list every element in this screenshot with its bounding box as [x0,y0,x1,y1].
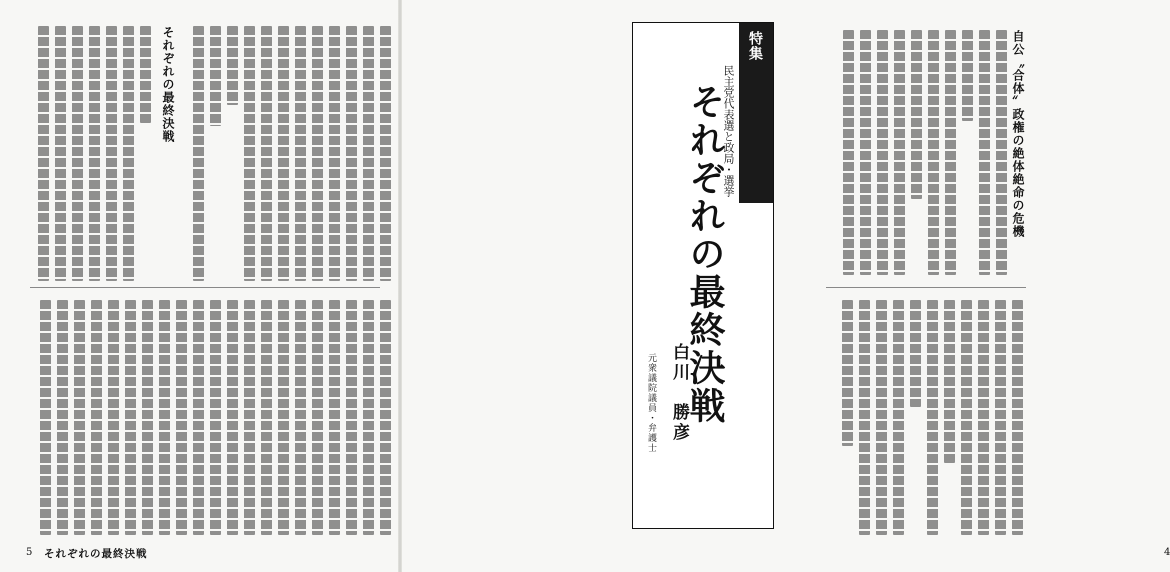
right-page-number: 4 [1164,547,1170,558]
text-line [944,300,955,463]
text-line [142,300,153,535]
author-title: 元衆議院議員・弁護士 [646,353,656,453]
text-line [261,300,272,535]
text-line [894,30,905,275]
text-line [55,26,66,281]
text-line [74,300,85,535]
author-name: 白川 勝彦 [669,343,689,443]
text-line [106,26,117,281]
text-line [346,26,357,281]
text-line [910,300,921,407]
section-heading-coalition-crisis: 自公〝合体〟政権の絶体絶命の危機 [1011,30,1025,238]
text-line [363,300,374,535]
text-line [244,300,255,535]
text-line [312,26,323,281]
text-line [193,26,204,281]
article-title-box [632,22,774,529]
text-line [979,30,990,275]
text-line [842,300,853,446]
text-line [860,30,871,275]
text-line [261,26,272,281]
text-line [859,300,870,535]
text-line [38,26,49,281]
left-page-number: 5 [26,547,33,558]
text-line [140,26,151,123]
running-head: それぞれの最終決戦 [44,548,148,560]
article-title: それぞれの最終決戦 [684,83,726,425]
text-line [295,26,306,281]
text-line [877,30,888,275]
text-line [227,300,238,535]
text-line [380,300,391,535]
text-line [843,30,854,275]
text-line [978,300,989,535]
text-line [312,300,323,535]
text-line [227,26,238,105]
text-line [244,26,255,281]
text-line [962,30,973,121]
text-line [945,30,956,275]
text-line [996,30,1007,275]
text-line [57,300,68,535]
text-line [380,26,391,281]
text-line [995,300,1006,535]
text-line [159,300,170,535]
text-line [961,300,972,535]
text-line [210,26,221,126]
text-line [911,30,922,199]
text-line [876,300,887,535]
text-line [278,26,289,281]
text-line [295,300,306,535]
text-line [346,300,357,535]
text-line [91,300,102,535]
text-line [363,26,374,281]
section-heading-final-battle: それぞれの最終決戦 [161,26,175,143]
text-line [329,26,340,281]
left-page-divider [30,287,380,288]
text-line [72,26,83,281]
text-line [278,300,289,535]
text-line [329,300,340,535]
text-line [927,300,938,535]
text-line [193,300,204,535]
text-line [893,300,904,535]
text-line [210,300,221,535]
feature-series-label: 民主党代表選と政局・選挙 [722,65,735,197]
feature-tag: 特集 [747,31,763,61]
feature-tag-strip [739,23,773,203]
text-line [928,30,939,275]
text-line [40,300,51,535]
text-line [108,300,119,535]
right-page-divider [826,287,1026,288]
text-line [89,26,100,281]
text-line [1012,300,1023,535]
text-line [176,300,187,535]
text-line [123,26,134,281]
left-page [0,0,400,572]
text-line [125,300,136,535]
